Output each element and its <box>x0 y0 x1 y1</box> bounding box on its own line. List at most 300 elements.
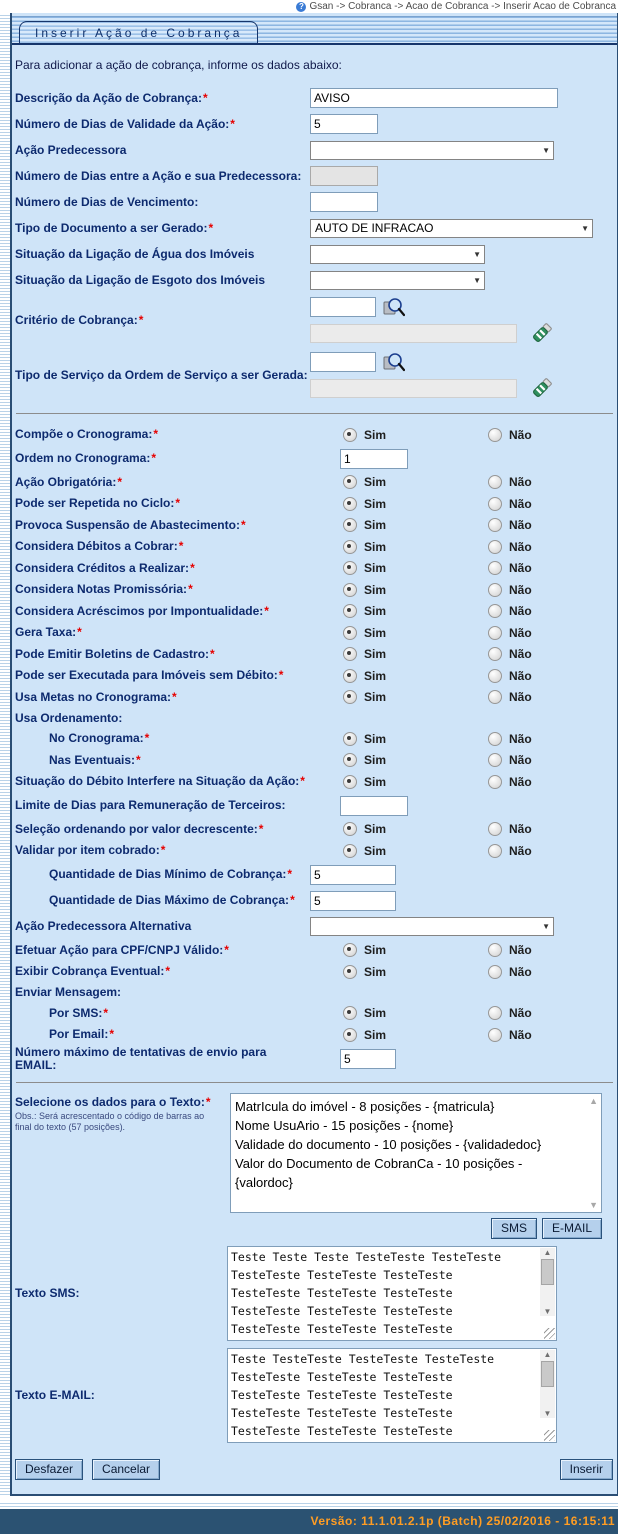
situacao-esgoto-row <box>12 267 617 293</box>
dias-vencimento-row <box>12 189 617 215</box>
radio-sim-label: Sim <box>364 753 387 768</box>
field-label <box>15 894 310 907</box>
field-label-text: Por Email: <box>49 1027 109 1042</box>
radio-sim[interactable] <box>343 497 357 511</box>
radio-nao[interactable] <box>488 428 502 442</box>
field-label <box>15 799 310 812</box>
insert-button[interactable]: Inserir <box>560 1459 613 1480</box>
required-asterisk: * <box>138 313 144 327</box>
field-label-text: Usa Metas no Cronograma: <box>15 689 172 704</box>
required-asterisk: * <box>175 496 181 511</box>
notas-promissoria-row <box>12 579 617 601</box>
required-asterisk: * <box>290 893 295 907</box>
field-label <box>15 497 310 510</box>
metas-cronograma-option-nao[interactable] <box>488 690 532 704</box>
radio-sim[interactable] <box>343 518 357 532</box>
ordenamento-no-cronograma-option-sim[interactable] <box>343 732 386 746</box>
tipo-servico-os-control <box>310 348 617 403</box>
compoe-cronograma-control <box>310 424 617 446</box>
por-email-option-nao[interactable] <box>488 1028 532 1042</box>
required-asterisk: * <box>300 774 305 789</box>
criterio-cobranca-code-input[interactable] <box>310 297 376 317</box>
field-label-text: Por SMS: <box>49 1005 103 1020</box>
field-label <box>15 732 310 745</box>
por-sms-row <box>12 1003 617 1025</box>
version-text: Versão: 11.1.01.2.1p (Batch) 25/02/2016 - 16:15:11 <box>310 1514 615 1528</box>
gera-taxa-option-nao[interactable] <box>488 626 532 640</box>
boletins-cadastro-option-nao[interactable] <box>488 647 532 661</box>
suspensao-abastecimento-option-nao[interactable] <box>488 518 532 532</box>
field-label <box>15 92 310 105</box>
radio-sim-label: Sim <box>364 647 387 662</box>
debitos-cobrar-row <box>12 536 617 558</box>
validar-item-cobrado-option-nao[interactable] <box>488 844 532 858</box>
radio-sim[interactable] <box>343 1006 357 1020</box>
search-icon[interactable] <box>383 297 405 317</box>
situacao-esgoto-select[interactable] <box>310 271 485 290</box>
por-sms-option-nao[interactable] <box>488 1006 532 1020</box>
radio-sim[interactable] <box>343 965 357 979</box>
acao-predecessora-row <box>12 137 617 163</box>
list-item[interactable]: Nome UsuArio - 15 posições - {nome} <box>235 1117 454 1133</box>
suspensao-abastecimento-control <box>310 515 617 537</box>
radio-nao-label: Não <box>509 843 532 858</box>
dias-entre-acao-control <box>310 163 617 189</box>
radio-sim[interactable] <box>343 775 357 789</box>
radio-sim[interactable] <box>343 669 357 683</box>
text-data-listbox[interactable] <box>230 1093 602 1213</box>
section-divider <box>16 1082 613 1083</box>
field-label-text: Ordem no Cronograma: <box>15 451 151 465</box>
barcode-note: Obs.: Será acrescentado o código de barras ao final do texto (57 posições). <box>15 1110 205 1132</box>
repetida-ciclo-option-nao[interactable] <box>488 497 532 511</box>
email-textarea[interactable] <box>228 1349 556 1442</box>
field-label-text: Provoca Suspensão de Abastecimento: <box>15 517 240 532</box>
sms-text-row <box>12 1246 617 1341</box>
radio-sim-label: Sim <box>364 943 387 958</box>
ordenamento-no-cronograma-option-nao[interactable] <box>488 732 532 746</box>
breadcrumb-bar <box>0 0 618 13</box>
compoe-cronograma-option-sim[interactable] <box>343 428 386 442</box>
cpf-cnpj-valido-option-sim[interactable] <box>343 943 386 957</box>
chevron-down-icon: ▼ <box>473 249 481 259</box>
exibir-cobranca-eventual-row <box>12 961 617 983</box>
tipo-servico-os-description <box>310 379 517 398</box>
compoe-cronograma-row <box>12 424 617 446</box>
criterio-cobranca-row <box>12 293 617 348</box>
dias-minimo-cobranca-control <box>310 862 617 888</box>
scrollbar-thumb[interactable] <box>541 1361 554 1387</box>
email-button[interactable]: E-MAIL <box>542 1218 602 1239</box>
por-email-option-sim[interactable] <box>343 1028 386 1042</box>
scroll-down-icon[interactable]: ▼ <box>589 1199 598 1210</box>
radio-sim[interactable] <box>343 583 357 597</box>
radio-sim[interactable] <box>343 844 357 858</box>
radio-nao-label: Não <box>509 774 532 789</box>
radio-nao[interactable] <box>488 475 502 489</box>
radio-nao-label: Não <box>509 943 532 958</box>
help-icon[interactable]: ? <box>296 2 306 12</box>
required-asterisk: * <box>205 1094 211 1109</box>
radio-sim-label: Sim <box>364 625 387 640</box>
radio-nao[interactable] <box>488 604 502 618</box>
creditos-realizar-option-sim[interactable] <box>343 561 386 575</box>
required-asterisk: * <box>210 646 215 661</box>
selecao-valor-decrescente-option-sim[interactable] <box>343 822 386 836</box>
radio-nao[interactable] <box>488 497 502 511</box>
sms-text-label: Texto SMS: <box>15 1286 80 1300</box>
debitos-cobrar-option-sim[interactable] <box>343 540 386 554</box>
section-divider <box>16 413 613 414</box>
field-label-text: Pode ser Executada para Imóveis sem Débito: <box>15 668 278 683</box>
radio-sim-label: Sim <box>364 427 387 442</box>
resize-grip-icon[interactable] <box>544 1430 555 1441</box>
validar-item-cobrado-control <box>310 840 617 862</box>
required-asterisk: * <box>109 1027 115 1042</box>
radio-nao-label: Não <box>509 496 532 511</box>
eraser-icon[interactable] <box>531 377 553 399</box>
limite-dias-terceiros-input[interactable] <box>340 796 408 816</box>
field-label <box>15 196 310 209</box>
radio-nao-label: Não <box>509 1006 532 1021</box>
boletins-cadastro-option-sim[interactable] <box>343 647 386 661</box>
field-label <box>15 669 310 682</box>
dias-validade-row <box>12 111 617 137</box>
tipo-documento-select[interactable] <box>310 219 593 238</box>
acrescimos-impontualidade-option-nao[interactable] <box>488 604 532 618</box>
notas-promissoria-option-nao[interactable] <box>488 583 532 597</box>
field-label-text: Número máximo de tentativas de envio para EMAIL: <box>15 1044 267 1072</box>
acrescimos-impontualidade-option-sim[interactable] <box>343 604 386 618</box>
radio-nao-label: Não <box>509 1027 532 1042</box>
gera-taxa-row <box>12 622 617 644</box>
radio-sim-label: Sim <box>364 475 387 490</box>
field-label-text: Número de Dias entre a Ação e sua Predecessora: <box>15 168 302 183</box>
required-asterisk: * <box>224 942 229 957</box>
breadcrumb[interactable]: Gsan -> Cobranca -> Acao de Cobranca -> Inserir Acao de Cobranca <box>309 1 616 12</box>
title-bar <box>12 16 617 45</box>
select-value: AUTO DE INFRACAO <box>315 221 434 235</box>
select-text-data-label <box>15 1095 230 1109</box>
max-tentativas-email-row <box>12 1046 617 1072</box>
radio-nao-label: Não <box>509 539 532 554</box>
selecao-valor-decrescente-option-nao[interactable] <box>488 822 532 836</box>
radio-nao[interactable] <box>488 822 502 836</box>
usa-ordenamento-row <box>12 708 617 728</box>
action-buttons-row <box>15 1459 613 1480</box>
sms-scrollbar[interactable] <box>540 1248 555 1316</box>
list-item[interactable]: Validade do documento - 10 posições - {validadedoc} <box>235 1136 542 1152</box>
field-label-text: Situação da Ligação de Água dos Imóveis <box>15 246 255 261</box>
max-tentativas-email-input[interactable] <box>340 1049 396 1069</box>
suspensao-abastecimento-option-sim[interactable] <box>343 518 386 532</box>
field-label: Selecione os dados para o Texto: <box>15 1094 205 1109</box>
field-label <box>15 562 310 575</box>
field-label-text: Quantidade de Dias Máximo de Cobrança: <box>49 893 290 907</box>
required-asterisk: * <box>117 474 123 489</box>
radio-sim[interactable] <box>343 428 357 442</box>
radio-nao[interactable] <box>488 583 502 597</box>
acao-obrigatoria-option-nao[interactable] <box>488 475 532 489</box>
eraser-icon[interactable] <box>531 322 553 344</box>
required-asterisk: * <box>77 625 82 640</box>
radio-nao-label: Não <box>509 731 532 746</box>
field-label-text: Tipo de Documento a ser Gerado: <box>15 220 208 235</box>
scrollbar-thumb[interactable] <box>541 1259 554 1285</box>
field-label <box>15 1007 310 1020</box>
situacao-debito-interfere-option-nao[interactable] <box>488 775 532 789</box>
selecao-valor-decrescente-row <box>12 819 617 841</box>
descricao-acao-control <box>310 85 617 111</box>
field-label <box>15 519 310 532</box>
radio-sim[interactable] <box>343 732 357 746</box>
exibir-cobranca-eventual-option-sim[interactable] <box>343 965 386 979</box>
creditos-realizar-option-nao[interactable] <box>488 561 532 575</box>
footer-stripes <box>0 1501 618 1509</box>
descricao-acao-input[interactable] <box>310 88 558 108</box>
radio-nao[interactable] <box>488 561 502 575</box>
notas-promissoria-control <box>310 579 617 601</box>
main-panel <box>12 13 618 1496</box>
email-text-label: Texto E-MAIL: <box>15 1388 95 1402</box>
criterio-cobranca-description <box>310 324 517 343</box>
metas-cronograma-row <box>12 687 617 709</box>
metas-cronograma-control <box>310 687 617 709</box>
required-asterisk: * <box>278 668 284 683</box>
list-item[interactable]: Valor do Documento de CobranCa - 10 posições - {valordoc} <box>235 1155 523 1190</box>
acao-predecessora-alternativa-select[interactable] <box>310 917 554 936</box>
footer-bar <box>0 1509 618 1534</box>
field-label <box>15 605 310 618</box>
radio-nao[interactable] <box>488 732 502 746</box>
dias-validade-input[interactable] <box>310 114 378 134</box>
search-icon[interactable] <box>383 352 405 372</box>
scroll-down-icon[interactable]: ▼ <box>543 1306 552 1316</box>
required-asterisk: * <box>188 582 193 597</box>
cpf-cnpj-valido-option-nao[interactable] <box>488 943 532 957</box>
radio-sim[interactable] <box>343 475 357 489</box>
field-label <box>15 1046 310 1072</box>
tipo-servico-os-row <box>12 348 617 403</box>
field-label-text: Pode ser Repetida no Ciclo: <box>15 496 175 511</box>
dias-maximo-cobranca-input[interactable] <box>310 891 396 911</box>
undo-button[interactable]: Desfazer <box>15 1459 83 1480</box>
situacao-esgoto-control <box>310 267 617 293</box>
radio-sim[interactable] <box>343 943 357 957</box>
radio-sim[interactable] <box>343 822 357 836</box>
radio-sim[interactable] <box>343 540 357 554</box>
field-label <box>15 452 310 465</box>
radio-nao[interactable] <box>488 518 502 532</box>
required-asterisk: * <box>178 539 184 554</box>
creditos-realizar-row <box>12 558 617 580</box>
por-sms-option-sim[interactable] <box>343 1006 386 1020</box>
radio-nao-label: Não <box>509 625 532 640</box>
field-label-text: No Cronograma: <box>49 731 144 746</box>
field-label <box>15 222 310 235</box>
dias-entre-acao-input <box>310 166 378 186</box>
sms-textarea[interactable] <box>228 1247 556 1340</box>
acao-obrigatoria-control <box>310 472 617 494</box>
field-label <box>15 944 310 957</box>
field-label-text: Número de Dias de Validade da Ação: <box>15 116 230 131</box>
radio-nao[interactable] <box>488 690 502 704</box>
radio-sim[interactable] <box>343 753 357 767</box>
debitos-cobrar-option-nao[interactable] <box>488 540 532 554</box>
field-label-text: Considera Débitos a Cobrar: <box>15 539 178 554</box>
acao-predecessora-select[interactable] <box>310 141 554 160</box>
radio-sim-label: Sim <box>364 774 387 789</box>
gera-taxa-option-sim[interactable] <box>343 626 386 640</box>
boletins-cadastro-row <box>12 644 617 666</box>
text-data-section <box>12 1093 617 1213</box>
radio-nao[interactable] <box>488 943 502 957</box>
acrescimos-impontualidade-control <box>310 601 617 623</box>
field-label <box>15 626 310 639</box>
radio-sim[interactable] <box>343 647 357 661</box>
field-label-text: Pode Emitir Boletins de Cadastro: <box>15 646 210 661</box>
exibir-cobranca-eventual-option-nao[interactable] <box>488 965 532 979</box>
ordenamento-nas-eventuais-control <box>310 750 617 772</box>
exibir-cobranca-eventual-control <box>310 961 617 983</box>
field-label <box>15 754 310 767</box>
acao-predecessora-control <box>310 137 617 163</box>
dias-vencimento-control <box>310 189 617 215</box>
radio-nao-label: Não <box>509 753 532 768</box>
por-email-control <box>310 1024 617 1046</box>
email-scrollbar[interactable] <box>540 1350 555 1418</box>
field-label <box>15 170 310 183</box>
validar-item-cobrado-row <box>12 840 617 862</box>
radio-sim-label: Sim <box>364 822 387 837</box>
usa-ordenamento-control <box>310 708 617 728</box>
radio-nao[interactable] <box>488 775 502 789</box>
radio-nao-label: Não <box>509 561 532 576</box>
required-asterisk: * <box>172 689 177 704</box>
scroll-up-icon[interactable]: ▲ <box>543 1349 552 1359</box>
radio-sim-label: Sim <box>364 964 387 979</box>
field-label-text: Número de Dias de Vencimento: <box>15 194 199 209</box>
radio-nao[interactable] <box>488 753 502 767</box>
radio-sim[interactable] <box>343 1028 357 1042</box>
field-label <box>15 476 310 489</box>
scroll-up-icon[interactable]: ▲ <box>543 1247 552 1257</box>
radio-nao[interactable] <box>488 647 502 661</box>
ordenamento-no-cronograma-row <box>12 728 617 750</box>
list-item[interactable]: MatrIcula do imóvel - 8 posições - {matricula} <box>235 1098 495 1114</box>
field-label <box>15 691 310 704</box>
repetida-ciclo-option-sim[interactable] <box>343 497 386 511</box>
acao-obrigatoria-option-sim[interactable] <box>343 475 386 489</box>
field-label <box>15 775 310 788</box>
ordenamento-no-cronograma-control <box>310 728 617 750</box>
field-label-text: Ação Obrigatória: <box>15 474 117 489</box>
radio-sim[interactable] <box>343 604 357 618</box>
situacao-agua-control <box>310 241 617 267</box>
required-asterisk: * <box>240 517 246 532</box>
radio-nao[interactable] <box>488 540 502 554</box>
tipo-documento-row <box>12 215 617 241</box>
compoe-cronograma-option-nao[interactable] <box>488 428 532 442</box>
radio-nao[interactable] <box>488 669 502 683</box>
field-label-text: Nas Eventuais: <box>49 752 136 767</box>
radio-sim[interactable] <box>343 626 357 640</box>
required-asterisk: * <box>153 427 159 442</box>
radio-sim-label: Sim <box>364 582 387 597</box>
field-label <box>15 248 310 261</box>
situacao-agua-select[interactable] <box>310 245 485 264</box>
criterio-cobranca-control <box>310 293 617 348</box>
field-label-text: Considera Notas Promissória: <box>15 582 188 597</box>
selecao-valor-decrescente-control <box>310 819 617 841</box>
field-label <box>15 428 310 441</box>
boletins-cadastro-control <box>310 644 617 666</box>
required-asterisk: * <box>287 867 293 881</box>
por-email-row <box>12 1024 617 1046</box>
field-label <box>15 144 310 157</box>
field-label <box>15 369 310 382</box>
radio-sim-label: Sim <box>364 539 387 554</box>
gera-taxa-control <box>310 622 617 644</box>
radio-sim-label: Sim <box>364 561 387 576</box>
dias-minimo-cobranca-input[interactable] <box>310 865 396 885</box>
acao-obrigatoria-row <box>12 472 617 494</box>
ordenamento-nas-eventuais-option-nao[interactable] <box>488 753 532 767</box>
situacao-debito-interfere-control <box>310 771 617 793</box>
limite-dias-terceiros-row <box>12 793 617 819</box>
radio-nao[interactable] <box>488 626 502 640</box>
radio-sim-label: Sim <box>364 518 387 533</box>
scroll-down-icon[interactable]: ▼ <box>543 1408 552 1418</box>
required-asterisk: * <box>264 603 269 618</box>
radio-sim[interactable] <box>343 690 357 704</box>
limite-dias-terceiros-control <box>310 793 617 819</box>
ordem-cronograma-input[interactable] <box>340 449 408 469</box>
required-asterisk: * <box>136 752 141 767</box>
field-label-text: Usa Ordenamento: <box>15 710 123 725</box>
field-label <box>15 986 310 999</box>
ordenamento-nas-eventuais-option-sim[interactable] <box>343 753 386 767</box>
radio-nao[interactable] <box>488 1006 502 1020</box>
radio-sim[interactable] <box>343 561 357 575</box>
resize-grip-icon[interactable] <box>544 1328 555 1339</box>
tipo-servico-os-code-input[interactable] <box>310 352 376 372</box>
validar-item-cobrado-option-sim[interactable] <box>343 844 386 858</box>
metas-cronograma-option-sim[interactable] <box>343 690 386 704</box>
radio-nao[interactable] <box>488 844 502 858</box>
situacao-debito-interfere-option-sim[interactable] <box>343 775 386 789</box>
debitos-cobrar-control <box>310 536 617 558</box>
repetida-ciclo-control <box>310 493 617 515</box>
radio-nao[interactable] <box>488 965 502 979</box>
imoveis-sem-debito-option-sim[interactable] <box>343 669 386 683</box>
notas-promissoria-option-sim[interactable] <box>343 583 386 597</box>
criterio-cobranca-lookup <box>310 293 553 348</box>
field-label <box>15 583 310 596</box>
dias-vencimento-input[interactable] <box>310 192 378 212</box>
page-title: Inserir Ação de Cobrança <box>19 21 258 43</box>
sms-button[interactable]: SMS <box>491 1218 537 1239</box>
email-textarea-frame <box>227 1348 557 1443</box>
cpf-cnpj-valido-row <box>12 940 617 962</box>
radio-nao[interactable] <box>488 1028 502 1042</box>
scroll-up-icon[interactable]: ▲ <box>589 1095 598 1106</box>
enviar-mensagem-control <box>310 983 617 1003</box>
field-label-text: Critério de Cobrança: <box>15 313 138 327</box>
field-label-text: Ação Predecessora <box>15 142 127 157</box>
cancel-button[interactable]: Cancelar <box>92 1459 160 1480</box>
imoveis-sem-debito-option-nao[interactable] <box>488 669 532 683</box>
